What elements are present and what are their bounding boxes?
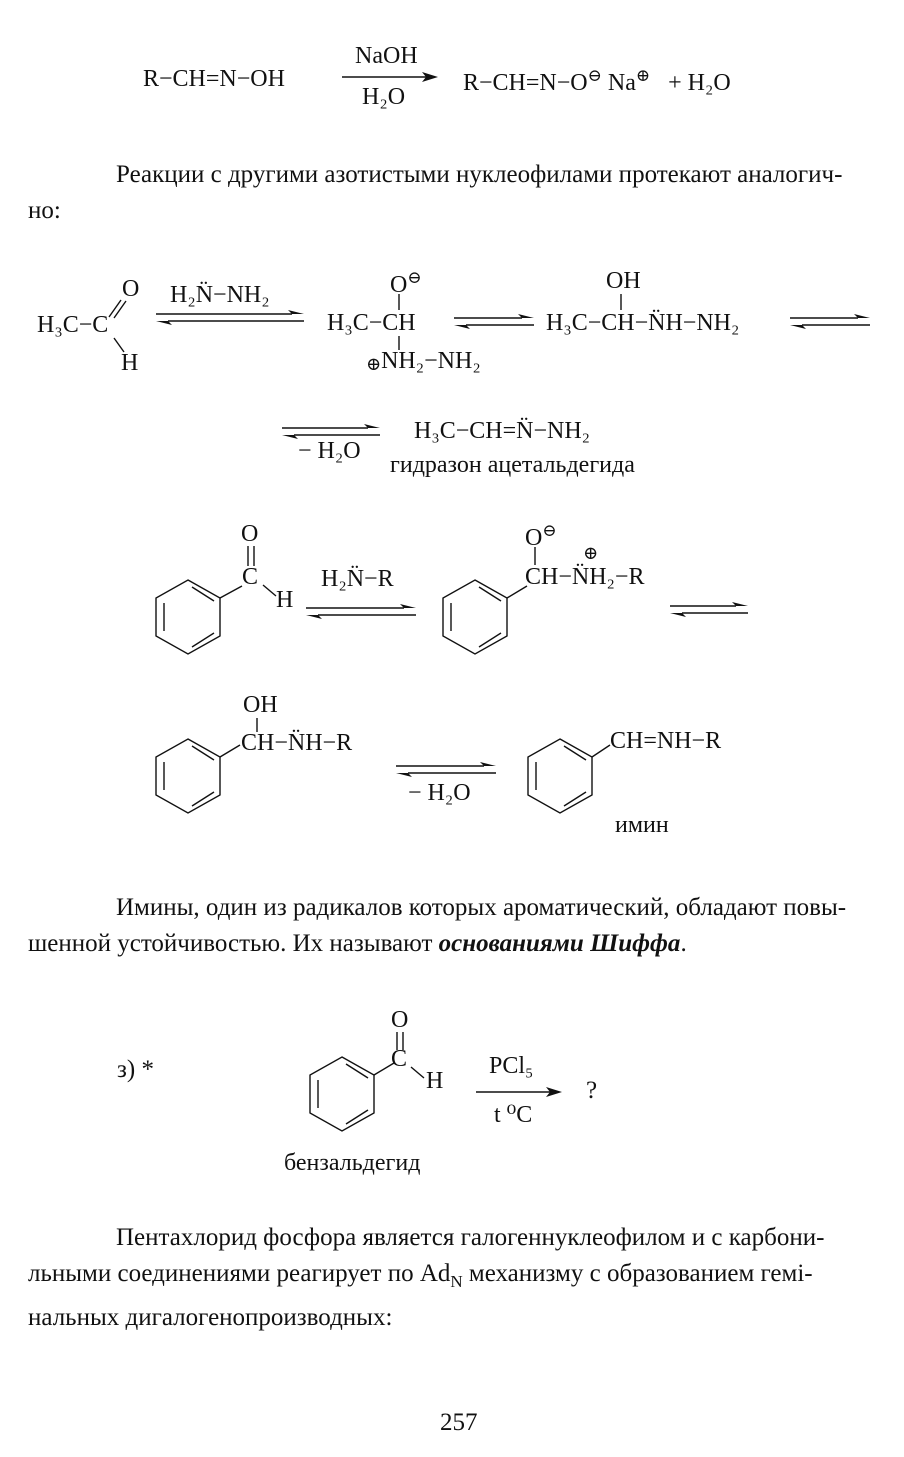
acetaldehyde-h: H — [121, 350, 139, 376]
r1-product-cation: Na — [607, 70, 636, 96]
imine-name: имин — [615, 812, 669, 838]
hydrazine-reagent: H₂N̈−NH₂ — [170, 282, 270, 308]
task-reagent-top: PCl₅ — [489, 1053, 534, 1079]
task-h: H — [426, 1068, 444, 1094]
benzaldehyde-1-o: O — [241, 521, 259, 547]
r1-reagent-top: NaOH — [355, 43, 418, 69]
hydrazine-zwitter-o: O⊖ — [390, 268, 422, 298]
task-arrow — [474, 1085, 564, 1099]
r1-reactant: R−CH=N−OH — [143, 66, 285, 92]
schiff-bases-term: основаниями Шиффа — [438, 930, 681, 957]
equilibrium-arrow-1 — [156, 310, 306, 326]
benzene-ring-1 — [150, 578, 230, 658]
zwitter-o-symbol: O — [390, 272, 408, 298]
imine-zwitter-plus: ⊕ — [583, 543, 599, 563]
paragraph-1 — [28, 157, 880, 229]
paragraph-2-plain: шенной устойчивостью. Их называют — [28, 930, 439, 957]
paragraph-3-line-1: Пентахлорид фосфора является галогеннуклеофилом и с карбони- — [116, 1224, 825, 1251]
benzaldehyde-1-c: C — [242, 564, 259, 590]
acetaldehyde-carbon: H₃C−C — [37, 312, 109, 338]
hydrazone-formula: H₃C−CH=N̈−NH₂ — [414, 418, 591, 444]
hydrazine-zwitter-n: ⊕NH₂−NH₂ — [366, 348, 481, 374]
paragraph-2-line-1: Имины, один из радикалов которых ароматический, обладают повы- — [116, 894, 847, 921]
hydrazine-carbinol-oh: OH — [606, 268, 641, 294]
imine-zwitter-o-symbol: O — [525, 525, 543, 551]
task-c: C — [391, 1046, 408, 1072]
benzene-ring-5 — [304, 1055, 404, 1135]
paragraph-2-period: . — [680, 930, 687, 957]
task-reagent-bottom: t ⁰C — [494, 1102, 533, 1128]
imine-zwitter-o: O⊖ — [525, 521, 557, 551]
equilibrium-arrow-6 — [670, 602, 750, 618]
task-name: бензальдегид — [284, 1150, 421, 1176]
page-number: 257 — [440, 1409, 478, 1436]
equilibrium-arrow-3 — [790, 314, 872, 330]
equilibrium-arrow-7 — [396, 762, 498, 778]
acetaldehyde-double-bond — [107, 297, 129, 319]
amine-reagent: H₂N̈−R — [321, 566, 394, 592]
zwitter-n-group: NH₂−NH₂ — [381, 348, 481, 374]
equilibrium-arrow-5 — [306, 604, 418, 620]
imine-water-loss: − H₂O — [408, 780, 471, 806]
task-o: O — [391, 1007, 409, 1033]
paragraph-1-line-2: но: — [28, 197, 61, 224]
paragraph-3-line-3: нальных дигалогенопроизводных: — [28, 1304, 393, 1331]
paragraph-2-line-2 — [28, 926, 880, 962]
imine-carbinol-oh: OH — [243, 692, 278, 718]
paragraph-3 — [28, 1220, 880, 1336]
imine-chain: CH=NH−R — [610, 728, 722, 754]
paragraph-3-part-b: механизму с образованием гемі- — [462, 1260, 813, 1287]
task-label: з) * — [117, 1056, 154, 1083]
paragraph-3-subscript: N — [450, 1272, 463, 1291]
acetaldehyde-o: O — [122, 276, 140, 302]
r1-product: R−CH=N−O⊖ Na⊕ + H₂O — [463, 66, 731, 96]
imine-zwitter-co — [533, 547, 537, 565]
paragraph-3-part-a: льными соединениями реагирует по Ad — [28, 1260, 451, 1287]
paragraph-3-line-2 — [28, 1256, 880, 1300]
hydrazone-water-loss: − H₂O — [298, 438, 361, 464]
r1-product-oxime: R−CH=N−O — [463, 70, 588, 96]
benzene-ring-2 — [437, 578, 537, 658]
paragraph-2 — [28, 890, 880, 962]
r1-arrow — [340, 70, 440, 84]
benzene-ring-4 — [522, 737, 622, 817]
r1-product-water: + H₂O — [668, 70, 731, 96]
task-ch-bond — [410, 1066, 426, 1080]
hydrazine-zwitter-carbon: H₃C−CH — [327, 310, 416, 336]
hydrazine-carbinol: H₃C−CH−N̈H−NH₂ — [546, 310, 740, 336]
hydrazone-name: гидразон ацетальдегида — [390, 452, 635, 478]
paragraph-1-line-1: Реакции с другими азотистыми нуклеофилами протекают аналогич- — [116, 161, 843, 188]
imine-zwitter-chain: CH−N̈H₂−R — [525, 564, 645, 590]
zwitter-co-bond — [397, 294, 401, 310]
carbinol-co-bond — [619, 294, 623, 310]
benzene-ring-3 — [150, 737, 250, 817]
r1-reagent-bottom: H₂O — [362, 84, 406, 110]
imine-carbinol-chain: CH−N̈H−R — [241, 730, 353, 756]
benzaldehyde-1-h: H — [276, 587, 294, 613]
task-product: ? — [586, 1077, 598, 1104]
equilibrium-arrow-2 — [454, 314, 536, 330]
